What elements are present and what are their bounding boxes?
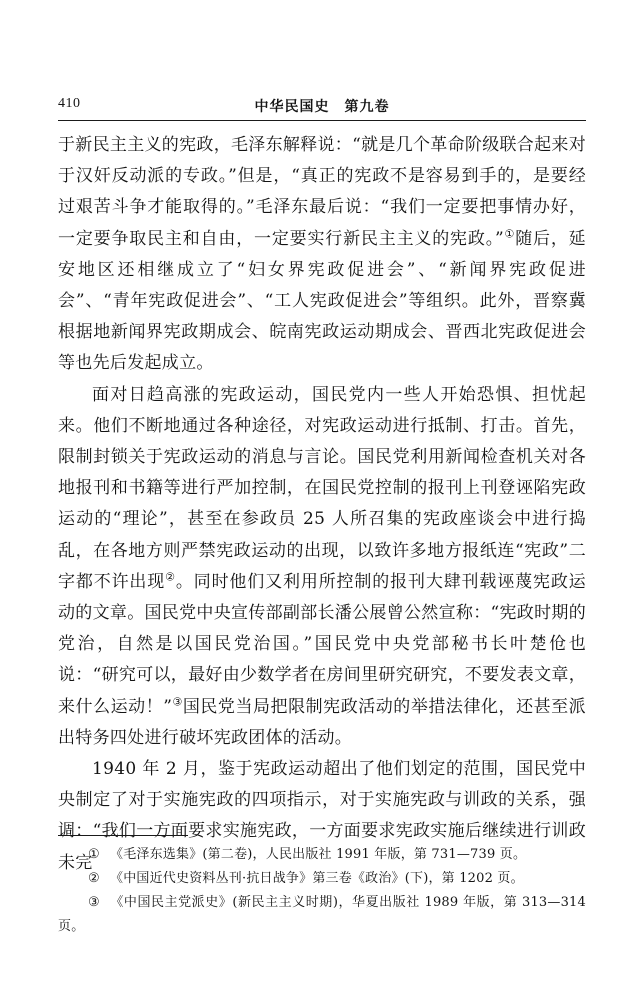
paragraph-text: 随后，延安地区还相继成立了“妇女界宪政促进会”、“新闻界宪政促进会”、“青年宪政促进会”、“工人宪政促进会”等组织。此外，晋察冀根据地新闻界宪政期成会、皖南宪政运动期成会、晋西北宪政促进会等也先后发起成立。 — [58, 228, 586, 374]
paragraph-text: 国民党当局把限制宪政活动的举措法律化，还甚至派出特务四处进行破坏宪政团体的活动。 — [58, 696, 586, 748]
footnote — [58, 891, 586, 939]
paragraph — [58, 130, 586, 380]
footnote-text: 《毛泽东选集》(第二卷)，人民出版社 1991 年版，第 731—739 页。 — [110, 847, 527, 862]
footnote — [58, 867, 586, 891]
running-title: 中华民国史 第九卷 — [254, 99, 390, 115]
page-header — [58, 96, 586, 116]
body-text — [58, 130, 586, 879]
footnote — [58, 843, 586, 867]
paragraph-text: 。同时他们又利用所控制的报刊大肆刊载诬蔑宪政运动的文章。国民党中央宣传部副部长潘公展曾公然宣称：“宪政时期的党治，自然是以国民党治国。”国民党中央党部秘书长叶楚伧也说：“研究可以，最好由少数学者在房间里研究研究，不要发表文章，来什么运动！” — [58, 571, 586, 717]
footnotes — [58, 843, 586, 939]
footnote-text: 《中国民主党派史》(新民主主义时期)，华夏出版社 1989 年版，第 313—314 页。 — [58, 895, 586, 934]
footnote-reference: ③ — [172, 695, 183, 708]
footnote-reference: ① — [504, 226, 516, 240]
paragraph-text: 于新民主主义的宪政，毛泽东解释说：“就是几个革命阶级联合起来对于汉奸反动派的专政。”但是，“真正的宪政不是容易到手的，是要经过艰苦斗争才能取得的。”毛泽东最后说：“我们一定要把事情办好，一定要争取民主和自由，一定要实行新民主主义的宪政。” — [58, 135, 586, 249]
paragraph-text: 1940 年 2 月，鉴于宪政运动超出了他们划定的范围，国民党中央制定了对于实施宪政的四项指示，对于实施宪政与训政的关系，强调：“我们一方面要求实施宪政，一方面要求宪政实施后继续进行训政未完 — [58, 759, 586, 873]
page-number: 410 — [58, 96, 81, 111]
footnote-mark: ② — [88, 871, 100, 886]
footnote-mark: ① — [88, 847, 100, 862]
footnote-mark: ③ — [88, 895, 100, 910]
footnote-rule — [58, 835, 188, 836]
paragraph-text: 面对日趋高涨的宪政运动，国民党内一些人开始恐惧、担忧起来。他们不断地通过各种途径，对宪政运动进行抵制、打击。首先，限制封锁关于宪政运动的消息与言论。国民党利用新闻检查机关对各地报刊和书籍等进行严加控制，在国民党控制的报刊上刊登诬陷宪政运动的“理论”，甚至在参政员 25 人所召集的宪政座谈会中进行捣乱，在各地方则严禁宪政运动的出现，以致许多地方报纸连“宪政”二字都不许出现 — [58, 384, 586, 592]
footnote-reference: ② — [165, 570, 176, 584]
footnote-text: 《中国近代史资料丛刊·抗日战争》第三卷《政治》(下)，第 1202 页。 — [110, 871, 524, 886]
paragraph — [58, 380, 586, 754]
header-rule — [58, 120, 586, 121]
